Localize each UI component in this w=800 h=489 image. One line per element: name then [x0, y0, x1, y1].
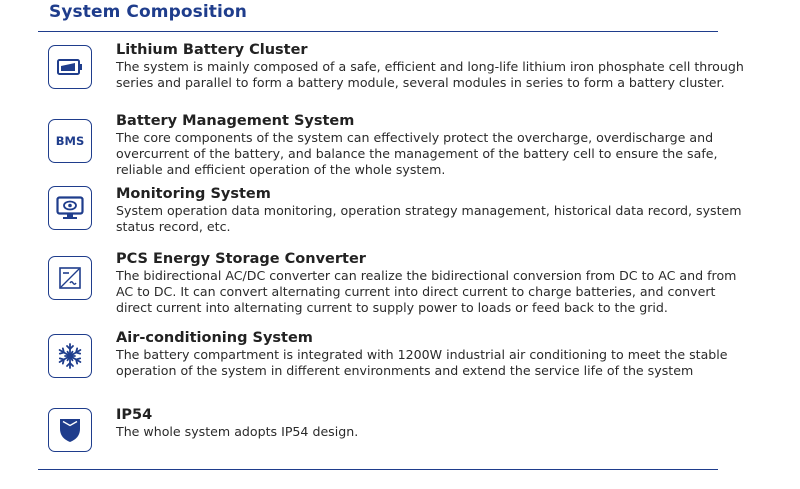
- icon-frame: [48, 256, 92, 300]
- page-title: System Composition: [49, 2, 247, 22]
- top-divider: [38, 31, 718, 32]
- item-text: [116, 186, 748, 235]
- converter-icon: [59, 267, 81, 289]
- bms-icon: BMS: [55, 134, 85, 148]
- item-description: System operation data monitoring, operation strategy management, historical data record, system status record, etc.: [116, 203, 742, 234]
- item-text: [116, 113, 748, 177]
- snowflake-icon: [56, 342, 84, 370]
- item-heading: Monitoring System: [116, 186, 271, 202]
- item-heading: Battery Management System: [116, 113, 355, 129]
- shield-icon: [58, 417, 82, 443]
- item-heading: Lithium Battery Cluster: [116, 42, 308, 58]
- item-text: [116, 251, 748, 315]
- icon-frame: [48, 119, 92, 163]
- item-description: The bidirectional AC/DC converter can realize the bidirectional conversion from DC to AC and from AC to DC. It can convert alternating current into direct current to charge batteries, and convert direct current into alternating current to supply power to loads or feed back to the grid.: [116, 268, 737, 315]
- item-heading: IP54: [116, 407, 153, 423]
- icon-frame: [48, 45, 92, 89]
- item-description: The core components of the system can effectively protect the overcharge, overdischarge and overcurrent of the battery, and balance the management of the battery cell to ensure the safe, reliable and efficient operation of the whole system.: [116, 130, 718, 177]
- icon-frame: [48, 334, 92, 378]
- item-heading: Air-conditioning System: [116, 330, 313, 346]
- bottom-divider: [38, 469, 718, 470]
- icon-frame: [48, 186, 92, 230]
- item-text: [116, 42, 748, 91]
- item-description: The system is mainly composed of a safe, efficient and long-life lithium iron phosphate cell through series and parallel to form a battery module, several modules in series to form a battery cluster.: [116, 59, 744, 90]
- item-description: The battery compartment is integrated with 1200W industrial air conditioning to meet the stable operation of the system in different environments and extend the service life of the system: [116, 347, 728, 378]
- item-description: The whole system adopts IP54 design.: [116, 424, 359, 439]
- monitor-icon: [56, 196, 84, 220]
- item-text: [116, 407, 748, 440]
- item-heading: PCS Energy Storage Converter: [116, 251, 366, 267]
- icon-frame: [48, 408, 92, 452]
- battery-icon: [57, 59, 83, 75]
- item-text: [116, 330, 748, 379]
